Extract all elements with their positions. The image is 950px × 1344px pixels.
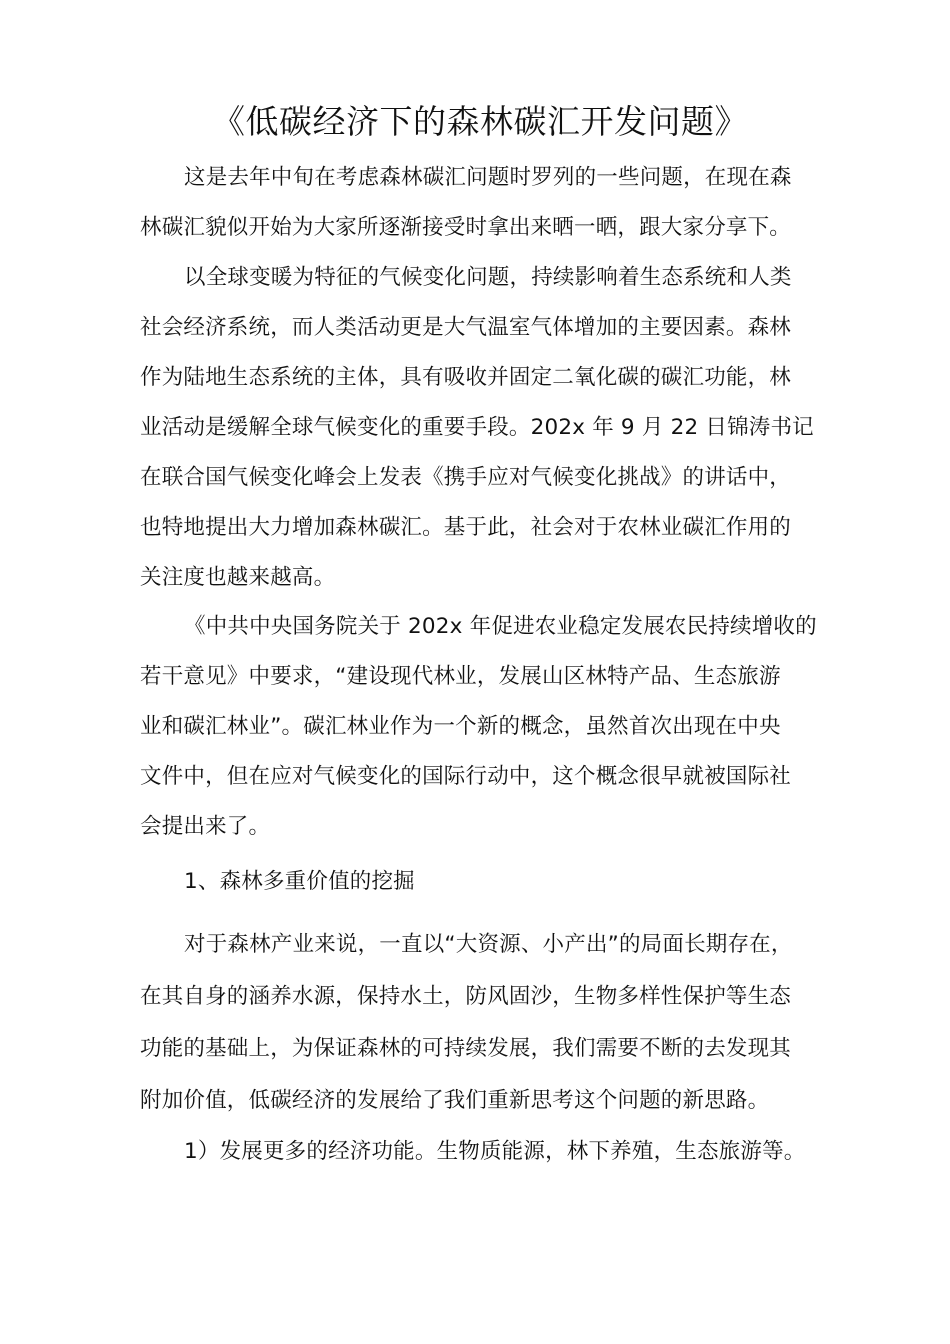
- paragraph-line: 附加价值，低碳经济的发展给了我们重新思考这个问题的新思路。: [140, 1088, 770, 1113]
- paragraph-line: 林碳汇貌似开始为大家所逐渐接受时拿出来晒一晒，跟大家分享下。: [140, 215, 792, 240]
- paragraph-line: 文件中，但在应对气候变化的国际行动中，这个概念很早就被国际社: [140, 764, 792, 789]
- paragraph-line: 对于森林产业来说，一直以“大资源、小产出”的局面长期存在，: [184, 932, 793, 957]
- paragraph-line: 在联合国气候变化峰会上发表《携手应对气候变化挑战》的讲话中，: [140, 465, 792, 490]
- paragraph-line: 会提出来了。: [140, 814, 271, 839]
- paragraph-line: 这是去年中旬在考虑森林碳汇问题时罗列的一些问题，在现在森: [184, 165, 792, 190]
- paragraph-line: 社会经济系统，而人类活动更是大气温室气体增加的主要因素。森林: [140, 315, 792, 340]
- paragraph-line: 也特地提出大力增加森林碳汇。基于此，社会对于农林业碳汇作用的: [140, 515, 792, 540]
- list-item: 1）发展更多的经济功能。生物质能源，林下养殖，生态旅游等。: [184, 1139, 806, 1164]
- paragraph-line: 业和碳汇林业”。碳汇林业作为一个新的概念，虽然首次出现在中央: [140, 714, 781, 739]
- paragraph-line: 关注度也越来越高。: [140, 565, 336, 590]
- section-heading: 1、森林多重价值的挖掘: [184, 869, 415, 894]
- paragraph-line: 业活动是缓解全球气候变化的重要手段。202x 年 9 月 22 日锦涛书记: [140, 415, 814, 440]
- paragraph-line: 在其自身的涵养水源，保持水土，防风固沙，生物多样性保护等生态: [140, 984, 792, 1009]
- paragraph-line: 作为陆地生态系统的主体，具有吸收并固定二氧化碳的碳汇功能，林: [140, 365, 792, 390]
- paragraph-line: 若干意见》中要求，“建设现代林业，发展山区林特产品、生态旅游: [140, 664, 781, 689]
- paragraph-line: 以全球变暖为特征的气候变化问题，持续影响着生态系统和人类: [184, 265, 792, 290]
- document-title: 《低碳经济下的森林碳汇开发问题》: [212, 102, 748, 141]
- paragraph-line: 功能的基础上，为保证森林的可持续发展，我们需要不断的去发现其: [140, 1036, 792, 1061]
- paragraph-line: 《中共中央国务院关于 202x 年促进农业稳定发展农民持续增收的: [184, 614, 817, 639]
